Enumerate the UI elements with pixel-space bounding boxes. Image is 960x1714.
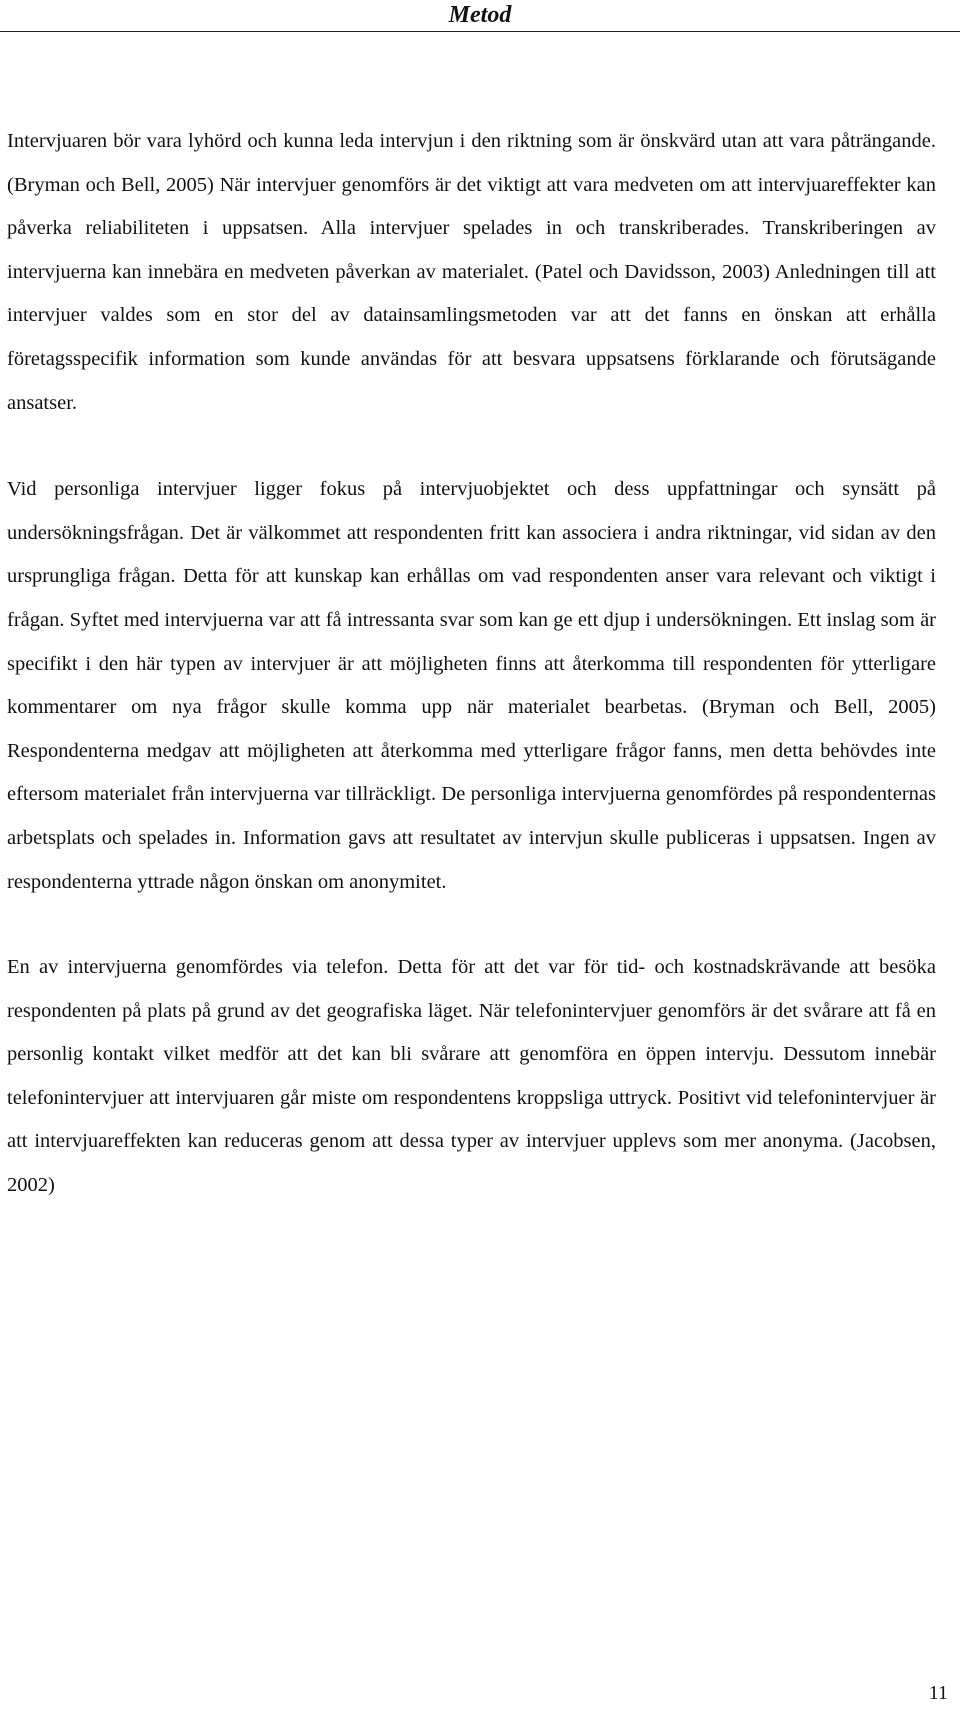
paragraph-1: Intervjuaren bör vara lyhörd och kunna leda intervjun i den riktning som är önskvärd utan att vara påträngande. (Bryman och Bell, 2005) När intervjuer genomförs är det viktigt att vara medveten om att intervjuareffekter kan påverka reliabiliteten i uppsatsen. Alla intervjuer spelades in och transkriberades. Transkriberingen av intervjuerna kan innebära en medveten påverkan av materialet. (Patel och Davidsson, 2003) Anledningen till att intervjuer valdes som en stor del av datainsamlingsmetoden var att det fanns en önskan att erhålla företagsspecifik information som kunde användas för att besvara uppsatsens förklarande och förutsägande ansatser. [7, 130, 936, 414]
page-number: 11 [928, 1682, 948, 1704]
body-text [7, 120, 936, 1208]
running-header [0, 0, 960, 32]
paragraph-3: En av intervjuerna genomfördes via telefon. Detta för att det var för tid- och kostnadskrävande att besöka respondenten på plats på grund av det geografiska läget. När telefonintervjuer genomförs är det svårare att få en personlig kontakt vilket medför att det kan bli svårare att genomföra en öppen intervju. Dessutom innebär telefonintervjuer att intervjuaren går miste om respondentens kroppsliga uttryck. Positivt vid telefonintervjuer är att intervjuareffekten kan reduceras genom att dessa typer av intervjuer upplevs som mer anonyma. (Jacobsen, 2002) [7, 956, 936, 1197]
section-title: Metod [448, 2, 512, 28]
paragraph-2: Vid personliga intervjuer ligger fokus på intervjuobjektet och dess uppfattningar och synsätt på undersökningsfrågan. Det är välkommet att respondenten fritt kan associera i andra riktningar, vid sidan av den ursprungliga frågan. Detta för att kunskap kan erhållas om vad respondenten anser vara relevant och viktigt i frågan. Syftet med intervjuerna var att få intressanta svar som kan ge ett djup i undersökningen. Ett inslag som är specifikt i den här typen av intervjuer är att möjligheten finns att återkomma till respondenten för ytterligare kommentarer om nya frågor skulle komma upp när materialet bearbetas. (Bryman och Bell, 2005) Respondenterna medgav att möjligheten att återkomma med ytterligare frågor fanns, men detta behövdes inte eftersom materialet från intervjuerna var tillräckligt. De personliga intervjuerna genomfördes på respondenternas arbetsplats och spelades in. Information gavs att resultatet av intervjun skulle publiceras i uppsatsen. Ingen av respondenterna yttrade någon önskan om anonymitet. [7, 478, 936, 893]
